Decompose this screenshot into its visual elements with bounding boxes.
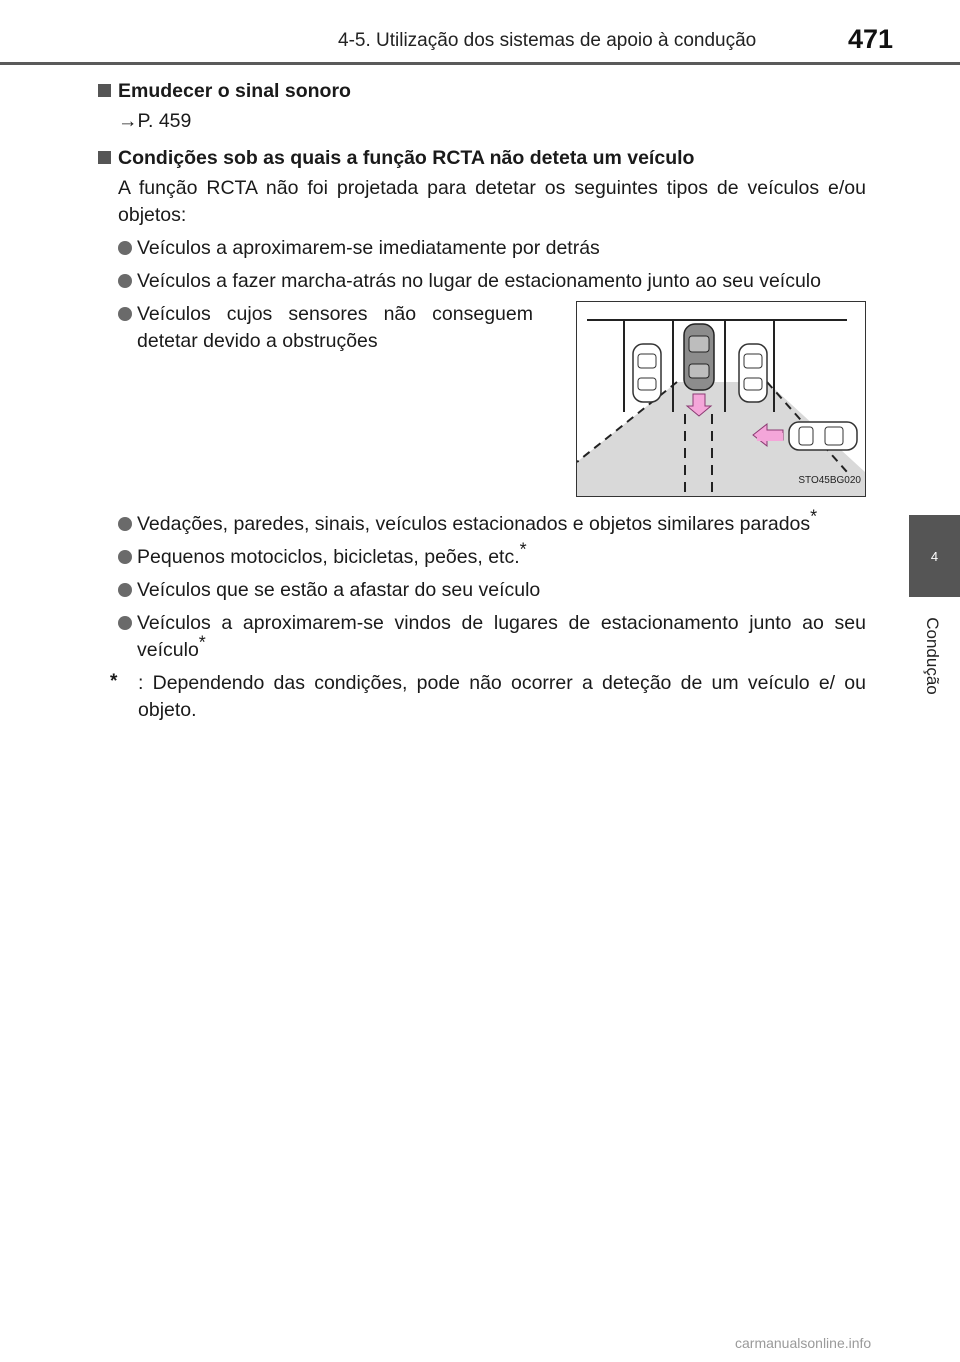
watermark: carmanualsonline.info [735,1335,872,1351]
page-content [98,78,866,724]
chapter-tab[interactable] [909,515,960,597]
header-divider [0,62,960,65]
section-heading-rcta-conditions: Condições sob as quais a função RCTA não deteta um veículo [98,145,866,172]
chapter-number: 4 [930,548,939,564]
list-item: Vedações, paredes, sinais, veículos estacionados e objetos similares parados* [118,511,866,538]
footnote [110,670,866,724]
list-item: Veículos cujos sensores não conseguem detetar devido a obstruções [118,301,533,491]
footnote-mark: * [110,671,118,692]
parking-diagram [576,301,866,497]
list-item: Veículos que se estão a afastar do seu veículo [118,577,866,604]
list-item: Pequenos motociclos, bicicletas, peões, etc.* [118,544,866,571]
page-header [0,0,960,64]
section-intro: A função RCTA não foi projetada para detetar os seguintes tipos de veículos e/ou objetos: [118,177,866,226]
page-number: 471 [848,24,894,54]
figure-code: STO45BG020 [798,475,861,486]
list-item: Veículos a aproximarem-se imediatamente por detrás [118,235,866,262]
section-title: 4-5. Utilização dos sistemas de apoio à condução [338,30,757,51]
list-item: Veículos a fazer marcha-atrás no lugar de estacionamento junto ao seu veículo [118,268,866,295]
asterisk-note: * [198,632,206,653]
asterisk-note: * [519,539,527,560]
asterisk-note: * [810,506,818,527]
footnote-text: : Dependendo das condições, pode não ocorrer a deteção de um veículo e/ ou objeto. [138,672,866,721]
page-reference-link[interactable]: →P. 459 [118,110,192,132]
list-item: Veículos a aproximarem-se vindos de lugares de estacionamento junto ao seu veículo* [118,610,866,664]
bullet-with-figure [98,301,866,497]
chapter-label: Condução [923,617,943,695]
section-heading-mute: Emudecer o sinal sonoro [98,78,866,105]
